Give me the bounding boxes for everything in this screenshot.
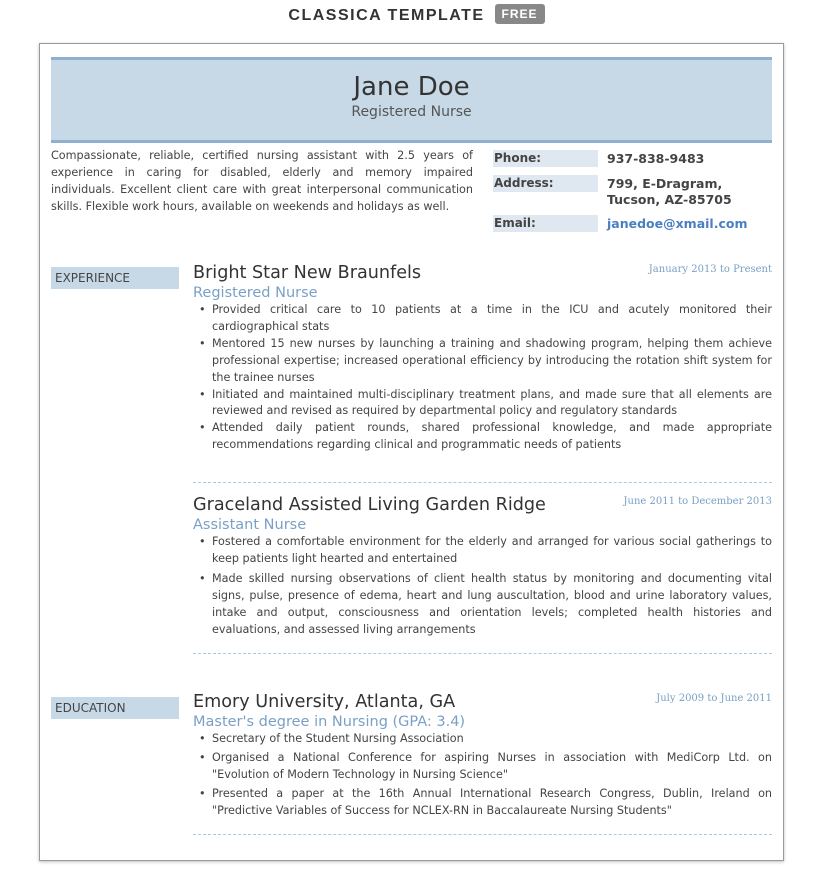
list-item: • Presented a paper at the 16th Annual International Research Congress, Dublin, Ireland on "Predictive Variables of Success for NCLEX-RN in Baccalaureate Nursing Students" [193, 786, 772, 820]
free-badge[interactable]: FREE [495, 4, 545, 24]
address-label: Address: [493, 175, 598, 192]
list-item: • Initiated and maintained multi-disciplinary treatment plans, and made sure that all elements are reviewed and revised as required by departmental policy and regulatory standards [193, 387, 772, 421]
address-line-1: 799, E-Dragram, [607, 176, 723, 191]
phone-label: Phone: [493, 150, 598, 167]
education-section-label: EDUCATION [51, 697, 179, 719]
education-org: Emory University, Atlanta, GA [193, 692, 456, 712]
section-divider [193, 653, 772, 654]
job-entry [193, 494, 772, 638]
email-label: Email: [493, 215, 598, 232]
address-value [607, 176, 777, 208]
list-item: • Fostered a comfortable environment for the elderly and arranged for various social gatherings to keep patients light hearted and entertained [193, 534, 772, 568]
education-entry [193, 691, 772, 820]
address-line-2: Tucson, AZ-85705 [607, 192, 732, 207]
job-position: Assistant Nurse [193, 517, 307, 533]
section-divider [193, 482, 772, 483]
education-dates: July 2009 to June 2011 [656, 693, 772, 704]
job-bullets [193, 534, 772, 638]
job-org: Bright Star New Braunfels [193, 263, 422, 283]
resume-role: Registered Nurse [351, 104, 472, 120]
list-item: • Mentored 15 new nurses by launching a training and shadowing program, helping them achieve professional expertise; increased operational efficiency by introducing the rotation shift system for the trainee nurses [193, 336, 772, 387]
job-org: Graceland Assisted Living Garden Ridge [193, 495, 546, 515]
email-link[interactable]: janedoe@xmail.com [607, 216, 748, 231]
list-item: • Secretary of the Student Nursing Association [193, 731, 772, 748]
list-item: • Made skilled nursing observations of client health status by monitoring and documenting vital signs, pulse, presence of edema, heart and lung auscultation, blood and urine laboratory values, intake and output, consciousness and orientation levels; completed health histories and evaluations, and assessed living arrangements [193, 571, 772, 639]
job-dates: June 2011 to December 2013 [623, 496, 772, 507]
education-degree: Master's degree in Nursing (GPA: 3.4) [193, 714, 466, 730]
job-bullets [193, 302, 772, 454]
template-title-text: CLASSICA TEMPLATE [288, 7, 485, 24]
experience-section-label: EXPERIENCE [51, 267, 179, 289]
education-bullets [193, 731, 772, 820]
resume-summary: Compassionate, reliable, certified nursing assistant with 2.5 years of experience in caring for disabled, elderly and memory impaired individuals. Excellent client care with great interpersonal communication skills. Flexible work hours, available on weekends and holidays as well. [51, 149, 473, 213]
resume-sheet [39, 43, 784, 861]
job-entry [193, 262, 772, 454]
list-item: • Provided critical care to 10 patients at a time in the ICU and acutely monitored their cardiographical stats [193, 302, 772, 336]
section-divider [193, 834, 772, 835]
list-item: • Attended daily patient rounds, shared professional knowledge, and made appropriate recommendations regarding clinical and programmatic needs of patients [193, 420, 772, 454]
resume-header [51, 57, 772, 143]
phone-value: 937-838-9483 [607, 151, 705, 166]
job-dates: January 2013 to Present [648, 264, 772, 275]
list-item: • Organised a National Conference for aspiring Nurses in association with MediCorp Ltd. on "Evolution of Modern Technology in Nursing Science" [193, 750, 772, 784]
resume-name: Jane Doe [353, 72, 470, 102]
job-position: Registered Nurse [193, 285, 318, 301]
template-title [0, 4, 833, 25]
